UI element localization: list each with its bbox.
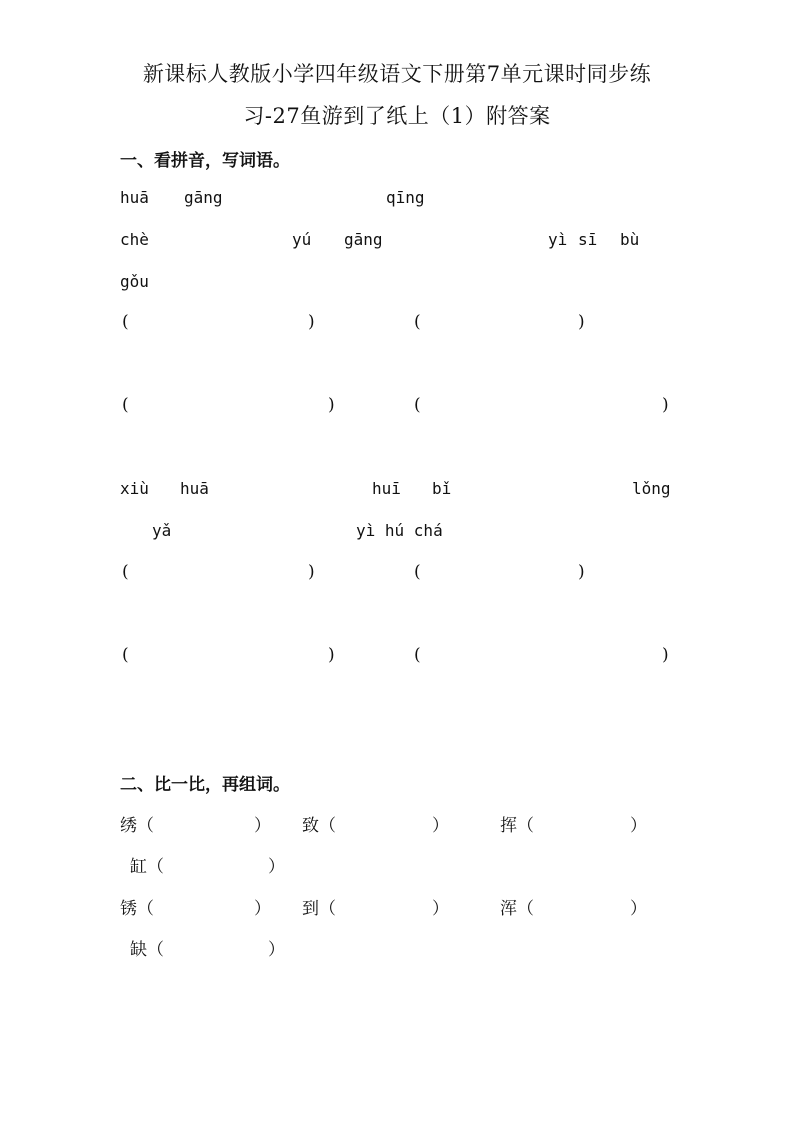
answer-blank-7-close: )	[328, 645, 335, 665]
pinyin-qing: qīng	[386, 188, 425, 207]
compare-char-zhi-blank-close: ）	[432, 816, 449, 836]
pinyin-gang: gāng	[184, 188, 223, 207]
pinyin-ya: yǎ	[152, 521, 172, 540]
compare-char-hui-blank-close: ）	[630, 816, 647, 836]
compare-char-dao-blank-open[interactable]: 到（	[302, 899, 336, 919]
answer-blank-6-close: )	[578, 562, 585, 582]
compare-char-hun-blank-open[interactable]: 浑（	[500, 899, 534, 919]
pinyin-bu: bù	[620, 230, 640, 249]
compare-char-que-blank-close: ）	[268, 940, 285, 960]
compare-char-xiu-blank-open[interactable]: 绣（	[120, 816, 154, 836]
answer-blank-7-open[interactable]: (	[122, 645, 129, 665]
compare-char-hui-blank-open[interactable]: 挥（	[500, 816, 534, 836]
compare-char-zhi-blank-open[interactable]: 致（	[302, 816, 336, 836]
compare-char-xiu2-blank-open[interactable]: 锈（	[120, 899, 154, 919]
pinyin-hua-2: huā	[180, 479, 209, 498]
pinyin-yu: yú	[292, 230, 312, 249]
compare-char-xiu-blank-close: ）	[254, 816, 271, 836]
answer-blank-2-close: )	[578, 312, 585, 332]
pinyin-hui: huī	[372, 479, 401, 498]
answer-blank-6-open[interactable]: (	[414, 562, 421, 582]
pinyin-bi: bǐ	[432, 479, 452, 498]
pinyin-long: lǒng	[632, 479, 671, 498]
answer-blank-4-close: )	[662, 395, 669, 415]
compare-char-hun-blank-close: ）	[630, 899, 647, 919]
answer-blank-4-open[interactable]: (	[414, 395, 421, 415]
pinyin-hua: huā	[120, 188, 149, 207]
answer-blank-8-open[interactable]: (	[414, 645, 421, 665]
section1-heading: 一、看拼音，写词语。	[120, 151, 290, 171]
pinyin-che: chè	[120, 230, 149, 249]
compare-char-dao-blank-close: ）	[432, 899, 449, 919]
compare-char-que-blank-open[interactable]: 缺（	[130, 940, 164, 960]
page-title-line2: 习-27鱼游到了纸上（1）附答案	[243, 104, 551, 128]
section2-heading: 二、比一比，再组词。	[120, 775, 290, 795]
page-title-line1: 新课标人教版小学四年级语文下册第7单元课时同步练	[142, 62, 652, 86]
answer-blank-3-open[interactable]: (	[122, 395, 129, 415]
answer-blank-5-close: )	[308, 562, 315, 582]
pinyin-gang-2: gāng	[344, 230, 383, 249]
pinyin-gou: gǒu	[120, 272, 149, 291]
pinyin-si: sī	[578, 230, 598, 249]
compare-char-xiu2-blank-close: ）	[254, 899, 271, 919]
pinyin-yi: yì	[548, 230, 568, 249]
answer-blank-2-open[interactable]: (	[414, 312, 421, 332]
answer-blank-8-close: )	[662, 645, 669, 665]
answer-blank-3-close: )	[328, 395, 335, 415]
compare-char-gang-blank-close: ）	[268, 857, 285, 877]
pinyin-xiu: xiù	[120, 479, 149, 498]
answer-blank-1-open[interactable]: (	[122, 312, 129, 332]
pinyin-yi-hu-cha: yì hú chá	[356, 521, 443, 540]
answer-blank-1-close: )	[308, 312, 315, 332]
compare-char-gang-blank-open[interactable]: 缸（	[130, 857, 164, 877]
answer-blank-5-open[interactable]: (	[122, 562, 129, 582]
